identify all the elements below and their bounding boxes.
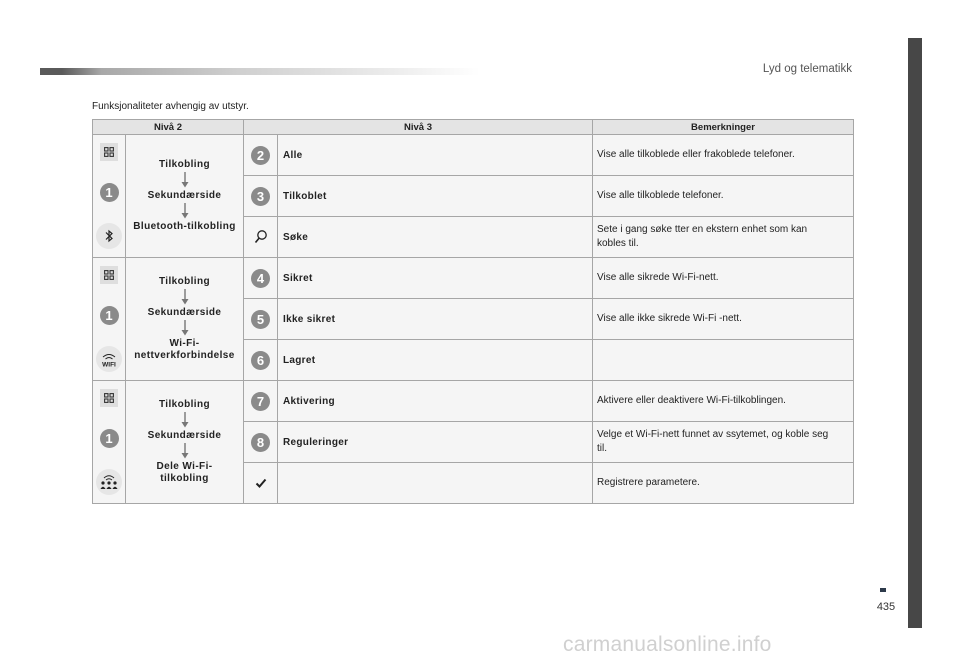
wifi-icon-text: WIFI [102, 361, 116, 368]
bluetooth-icon [96, 223, 122, 249]
arrow-down-icon [181, 412, 189, 428]
level3-label: Aktivering [278, 381, 593, 422]
page-number: 435 [876, 601, 896, 613]
path-step: Bluetooth-tilkobling [133, 221, 236, 232]
remark: Vise alle tilkoblede telefoner. [593, 176, 854, 217]
level3-label: Alle [278, 135, 593, 176]
table-row [93, 135, 854, 176]
step-badge: 2 [251, 146, 270, 165]
hotspot-share-icon [96, 469, 122, 495]
path-step: Wi-Fi-nettverkforbindelse [134, 338, 235, 361]
side-tab-bar [908, 38, 922, 628]
step-badge: 7 [251, 392, 270, 411]
step-badge: 1 [100, 306, 119, 325]
step-badge: 1 [100, 429, 119, 448]
intro-text: Funksjonaliteter avhengig av utstyr. [92, 101, 249, 112]
arrow-down-icon [181, 289, 189, 305]
remark: Velge et Wi-Fi-nett funnet av ssytemet, og koble seg til. [593, 422, 854, 463]
arrow-down-icon [181, 443, 189, 459]
group1-icon-cell [93, 135, 126, 258]
path-step: Tilkobling [158, 159, 211, 170]
remark: Registrere parametere. [593, 463, 854, 504]
remark: Sete i gang søke tter en ekstern enhet som kan kobles til. [593, 217, 854, 258]
path-step: Tilkobling [158, 399, 211, 410]
watermark: carmanualsonline.info [563, 633, 772, 656]
remark: Vise alle tilkoblede eller frakoblede telefoner. [593, 135, 854, 176]
step-badge: 6 [251, 351, 270, 370]
level3-label: Tilkoblet [278, 176, 593, 217]
header-remarks: Bemerkninger [593, 120, 854, 135]
arrow-down-icon [181, 320, 189, 336]
remark: Aktivere eller deaktivere Wi-Fi-tilkoblingen. [593, 381, 854, 422]
table-row [93, 258, 854, 299]
step-badge: 3 [251, 187, 270, 206]
step-badge: 5 [251, 310, 270, 329]
path-step: Sekundærside [147, 307, 222, 318]
search-icon [244, 229, 277, 245]
grid-icon [100, 266, 118, 284]
group2-path [126, 258, 244, 381]
remark [593, 340, 854, 381]
remark: Vise alle sikrede Wi-Fi-nett. [593, 258, 854, 299]
level3-label: Lagret [278, 340, 593, 381]
step-badge: 1 [100, 183, 119, 202]
header-decor-bar [40, 68, 480, 75]
path-step: Tilkobling [158, 276, 211, 287]
header-level2: Nivå 2 [93, 120, 244, 135]
wifi-icon [96, 346, 122, 372]
level3-label: Søke [278, 217, 593, 258]
function-table [92, 119, 854, 504]
header-level3: Nivå 3 [244, 120, 593, 135]
group1-path [126, 135, 244, 258]
level3-label [278, 463, 593, 504]
remark: Vise alle ikke sikrede Wi-Fi -nett. [593, 299, 854, 340]
path-step: Sekundærside [147, 190, 222, 201]
arrow-down-icon [181, 203, 189, 219]
arrow-down-icon [181, 172, 189, 188]
level3-label: Ikke sikret [278, 299, 593, 340]
level3-label: Sikret [278, 258, 593, 299]
group2-icon-cell [93, 258, 126, 381]
group3-icon-cell [93, 381, 126, 504]
step-badge: 8 [251, 433, 270, 452]
path-step: Sekundærside [147, 430, 222, 441]
grid-icon [100, 143, 118, 161]
page-marker [880, 588, 886, 592]
level3-label: Reguleringer [278, 422, 593, 463]
checkmark-icon [244, 477, 277, 489]
table-row [93, 381, 854, 422]
section-title: Lyd og telematikk [762, 63, 852, 75]
grid-icon [100, 389, 118, 407]
group3-path [126, 381, 244, 504]
path-step: Dele Wi-Fi-tilkobling [156, 461, 213, 484]
step-badge: 4 [251, 269, 270, 288]
